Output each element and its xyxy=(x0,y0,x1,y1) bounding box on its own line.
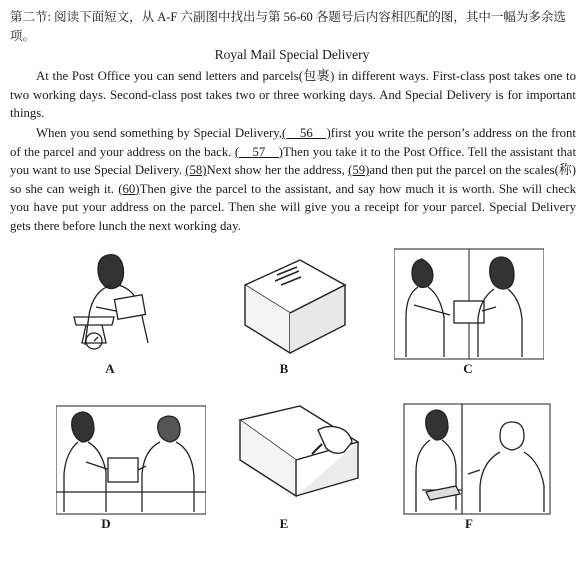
blank-58: (58) xyxy=(185,163,207,177)
handing-parcel-illustration xyxy=(394,245,544,363)
blank-59: (59) xyxy=(348,163,370,177)
picture-e xyxy=(230,400,380,518)
picture-d xyxy=(56,400,206,518)
blank-56: ( 56 ) xyxy=(282,126,331,140)
picture-c xyxy=(394,245,544,363)
paragraph-1 xyxy=(10,67,576,123)
sentence: When you send something by Special Delivery, xyxy=(36,126,283,140)
picture-label-e: E xyxy=(279,516,289,531)
picture-label-f: F xyxy=(465,516,473,531)
post-office-counter-illustration xyxy=(56,400,206,518)
paragraph-1-text: At the Post Office you can send letters and parcels(包裹) in different ways. First-class post takes one to two working days. Second-class post takes two or three working days. And Special Delivery is for important things. xyxy=(10,69,576,120)
sentence: Then you take it to the Post Office. Tell the assistant that you want to use Special Delivery. xyxy=(10,144,577,177)
addressed-parcel-illustration xyxy=(215,245,365,363)
woman-weighing-parcel-illustration xyxy=(56,245,206,363)
picture-label-b: B xyxy=(279,361,289,376)
picture-label-c: C xyxy=(463,361,473,376)
blank-57: ( 57 ) xyxy=(234,144,283,159)
blank-60: (60) xyxy=(118,181,140,196)
sentence: Then give the parcel to the assistant, and say how much it is worth. She will check you have put your address on the parcel. Then she will give you a receipt for your parcel. Special Delivery gets there before lunch the next working day. xyxy=(10,181,576,233)
paragraph-2-text xyxy=(10,124,576,235)
paragraph-2 xyxy=(10,124,576,235)
sentence: first you write the person’s address on the front of the parcel and your address on the back. xyxy=(10,126,576,159)
receipt-at-window-illustration xyxy=(402,400,552,518)
passage-title: Royal Mail Special Delivery xyxy=(214,47,370,62)
writing-on-parcel-illustration xyxy=(230,400,380,518)
picture-f xyxy=(402,400,552,518)
sentence: Next show her the address, xyxy=(206,163,345,177)
picture-b xyxy=(215,245,365,363)
instruction-text: 第二节: 阅读下面短文，从 A-F 六副图中找出与第 56-60 各题号后内容相匹配的图，其中一幅为多余选项。 xyxy=(10,10,566,43)
picture-a xyxy=(56,245,206,363)
sentence: and then put the parcel on the scales(称) so she can weigh it. xyxy=(10,163,576,196)
picture-label-a: A xyxy=(105,361,115,376)
picture-label-d: D xyxy=(101,516,111,531)
